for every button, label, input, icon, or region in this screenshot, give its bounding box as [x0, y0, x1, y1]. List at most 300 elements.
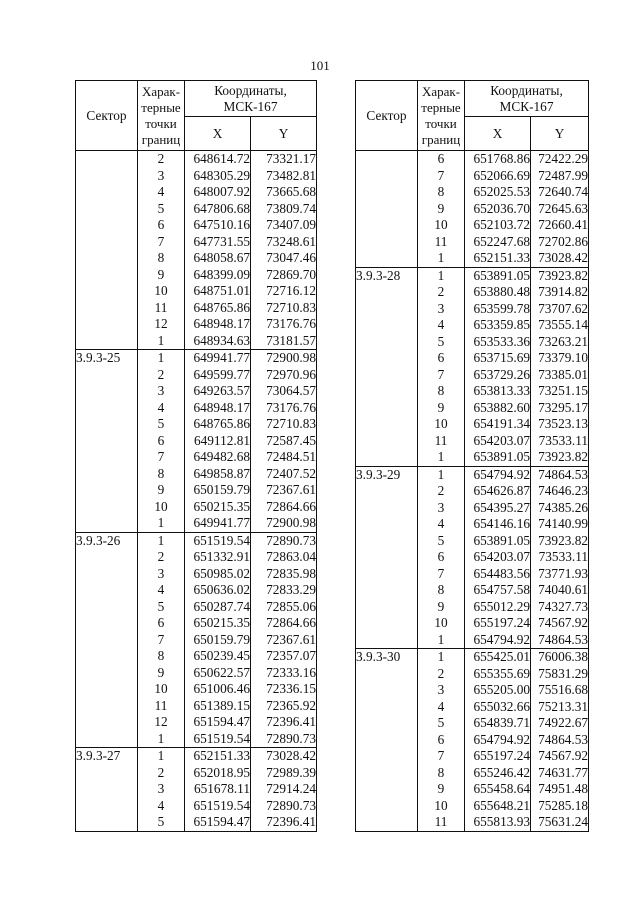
- point-number-cell: 2: [418, 666, 465, 683]
- point-number-cell: 12: [138, 316, 185, 333]
- y-coordinate-cell: 72587.45: [251, 433, 317, 450]
- table-row: [76, 300, 317, 317]
- y-coordinate-cell: 73248.61: [251, 234, 317, 251]
- sector-cell: 3.9.3-30: [356, 649, 418, 666]
- y-coordinate-cell: 72333.16: [251, 665, 317, 682]
- x-coordinate-cell: 650215.35: [185, 615, 251, 632]
- x-coordinate-cell: 654839.71: [465, 715, 531, 732]
- point-number-cell: 2: [418, 483, 465, 500]
- x-coordinate-cell: 650287.74: [185, 599, 251, 616]
- sector-cell: [76, 482, 138, 499]
- header-coordinates: [185, 81, 317, 117]
- y-coordinate-cell: 73064.57: [251, 383, 317, 400]
- point-number-cell: 4: [138, 582, 185, 599]
- x-coordinate-cell: 649263.57: [185, 383, 251, 400]
- x-coordinate-cell: 655032.66: [465, 699, 531, 716]
- y-coordinate-cell: 74140.99: [531, 516, 589, 533]
- y-coordinate-cell: 72396.41: [251, 714, 317, 731]
- table-row: [76, 582, 317, 599]
- point-number-cell: 1: [138, 515, 185, 532]
- point-number-cell: 2: [138, 765, 185, 782]
- x-coordinate-cell: 647510.16: [185, 217, 251, 234]
- point-number-cell: 6: [138, 217, 185, 234]
- point-number-cell: 12: [138, 714, 185, 731]
- table-row: [76, 350, 317, 367]
- sector-cell: [356, 699, 418, 716]
- table-row: [76, 168, 317, 185]
- x-coordinate-cell: 650985.02: [185, 566, 251, 583]
- x-coordinate-cell: 650159.79: [185, 632, 251, 649]
- point-number-cell: 1: [418, 250, 465, 267]
- y-coordinate-cell: 72422.29: [531, 151, 589, 168]
- point-number-cell: 3: [418, 301, 465, 318]
- sector-cell: [356, 284, 418, 301]
- y-coordinate-cell: 72645.63: [531, 201, 589, 218]
- y-coordinate-cell: 73482.81: [251, 168, 317, 185]
- table-row: [356, 367, 589, 384]
- sector-cell: [76, 582, 138, 599]
- x-coordinate-cell: 654146.16: [465, 516, 531, 533]
- table-row: [356, 217, 589, 234]
- table-row: [356, 814, 589, 831]
- point-number-cell: 4: [418, 317, 465, 334]
- y-coordinate-cell: 72660.41: [531, 217, 589, 234]
- sector-cell: [76, 201, 138, 218]
- sector-cell: [356, 168, 418, 185]
- x-coordinate-cell: 654757.58: [465, 582, 531, 599]
- point-number-cell: 6: [418, 549, 465, 566]
- table-row: [76, 482, 317, 499]
- table-row: [76, 532, 317, 549]
- table-row: [356, 400, 589, 417]
- x-coordinate-cell: 654395.27: [465, 500, 531, 517]
- y-coordinate-cell: 74864.53: [531, 466, 589, 483]
- table-row: [76, 250, 317, 267]
- point-number-cell: 7: [418, 748, 465, 765]
- coordinates-body-left: [76, 151, 317, 832]
- sector-cell: [76, 648, 138, 665]
- x-coordinate-cell: 654794.92: [465, 732, 531, 749]
- table-row: [76, 499, 317, 516]
- table-row: [356, 416, 589, 433]
- table-row: [76, 748, 317, 765]
- coordinates-table-right: [355, 80, 589, 832]
- x-coordinate-cell: 648751.01: [185, 283, 251, 300]
- point-number-cell: 5: [138, 416, 185, 433]
- y-coordinate-cell: 72900.98: [251, 350, 317, 367]
- table-row: [356, 765, 589, 782]
- y-coordinate-cell: 75285.18: [531, 798, 589, 815]
- point-number-cell: 1: [138, 333, 185, 350]
- table-row: [356, 433, 589, 450]
- table-row: [76, 714, 317, 731]
- y-coordinate-cell: 75516.68: [531, 682, 589, 699]
- header-points-line2: терные: [141, 99, 181, 115]
- x-coordinate-cell: 648934.63: [185, 333, 251, 350]
- sector-cell: [76, 416, 138, 433]
- sector-cell: [356, 748, 418, 765]
- sector-cell: [356, 317, 418, 334]
- x-coordinate-cell: 651594.47: [185, 714, 251, 731]
- header-points-line1: Харак-: [421, 83, 461, 99]
- point-number-cell: 2: [418, 284, 465, 301]
- point-number-cell: 11: [418, 814, 465, 831]
- point-number-cell: 9: [138, 267, 185, 284]
- header-x: X: [185, 117, 251, 151]
- header-coords-line2: МСК-167: [499, 98, 554, 114]
- point-number-cell: 7: [418, 566, 465, 583]
- table-row: [356, 732, 589, 749]
- table-row: [356, 383, 589, 400]
- header-y: Y: [251, 117, 317, 151]
- y-coordinate-cell: 72890.73: [251, 798, 317, 815]
- table-row: [76, 781, 317, 798]
- point-number-cell: 9: [418, 201, 465, 218]
- point-number-cell: 10: [418, 217, 465, 234]
- point-number-cell: 2: [138, 549, 185, 566]
- y-coordinate-cell: 72407.52: [251, 466, 317, 483]
- table-row: [76, 615, 317, 632]
- point-number-cell: 4: [138, 400, 185, 417]
- point-number-cell: 1: [418, 649, 465, 666]
- table-row: [76, 416, 317, 433]
- x-coordinate-cell: 653813.33: [465, 383, 531, 400]
- point-number-cell: 3: [138, 566, 185, 583]
- table-row: [356, 483, 589, 500]
- table-row: [356, 284, 589, 301]
- x-coordinate-cell: 651519.54: [185, 798, 251, 815]
- sector-cell: [76, 184, 138, 201]
- sector-cell: [356, 732, 418, 749]
- table-row: [356, 350, 589, 367]
- header-points-line3: точки: [145, 115, 177, 131]
- y-coordinate-cell: 72890.73: [251, 731, 317, 748]
- sector-cell: [356, 582, 418, 599]
- table-row: [76, 217, 317, 234]
- point-number-cell: 9: [138, 665, 185, 682]
- y-coordinate-cell: 73555.14: [531, 317, 589, 334]
- sector-cell: 3.9.3-26: [76, 532, 138, 549]
- y-coordinate-cell: 73923.82: [531, 533, 589, 550]
- table-row: [76, 400, 317, 417]
- x-coordinate-cell: 653880.48: [465, 284, 531, 301]
- point-number-cell: 8: [138, 648, 185, 665]
- page-number: 101: [310, 58, 330, 73]
- x-coordinate-cell: 651332.91: [185, 549, 251, 566]
- table-row: [356, 748, 589, 765]
- sector-cell: 3.9.3-27: [76, 748, 138, 765]
- table-row: [76, 648, 317, 665]
- x-coordinate-cell: 650239.45: [185, 648, 251, 665]
- x-coordinate-cell: 655813.93: [465, 814, 531, 831]
- sector-cell: [76, 798, 138, 815]
- sector-cell: [356, 184, 418, 201]
- header-coordinates: [465, 81, 589, 117]
- sector-cell: 3.9.3-25: [76, 350, 138, 367]
- table-row: [76, 798, 317, 815]
- y-coordinate-cell: 73028.42: [251, 748, 317, 765]
- point-number-cell: 1: [138, 532, 185, 549]
- point-number-cell: 4: [418, 699, 465, 716]
- y-coordinate-cell: 72833.29: [251, 582, 317, 599]
- point-number-cell: 4: [138, 798, 185, 815]
- y-coordinate-cell: 73533.11: [531, 549, 589, 566]
- y-coordinate-cell: 76006.38: [531, 649, 589, 666]
- x-coordinate-cell: 651519.54: [185, 532, 251, 549]
- point-number-cell: 8: [418, 765, 465, 782]
- table-row: [356, 168, 589, 185]
- sector-cell: [356, 814, 418, 831]
- point-number-cell: 10: [418, 798, 465, 815]
- sector-cell: [76, 367, 138, 384]
- sector-cell: [356, 599, 418, 616]
- x-coordinate-cell: 654203.07: [465, 549, 531, 566]
- sector-cell: [356, 301, 418, 318]
- y-coordinate-cell: 72710.83: [251, 416, 317, 433]
- point-number-cell: 3: [418, 682, 465, 699]
- table-row: [356, 500, 589, 517]
- y-coordinate-cell: 72864.66: [251, 499, 317, 516]
- x-coordinate-cell: 652247.68: [465, 234, 531, 251]
- table-row: [356, 798, 589, 815]
- table-row: [76, 566, 317, 583]
- y-coordinate-cell: 72336.15: [251, 681, 317, 698]
- table-row: [76, 234, 317, 251]
- header-x: X: [465, 117, 531, 151]
- sector-cell: [76, 234, 138, 251]
- table-row: [356, 582, 589, 599]
- x-coordinate-cell: 652018.95: [185, 765, 251, 782]
- point-number-cell: 6: [418, 350, 465, 367]
- header-coords-line1: Координаты,: [214, 82, 287, 98]
- table-row: [76, 367, 317, 384]
- point-number-cell: 3: [138, 168, 185, 185]
- table-row: [356, 317, 589, 334]
- table-row: [76, 698, 317, 715]
- point-number-cell: 4: [418, 516, 465, 533]
- table-row: [356, 632, 589, 649]
- y-coordinate-cell: 73533.11: [531, 433, 589, 450]
- y-coordinate-cell: 72640.74: [531, 184, 589, 201]
- x-coordinate-cell: 648058.67: [185, 250, 251, 267]
- header-characteristic-points: [138, 81, 185, 151]
- header-points-line4: границ: [421, 131, 461, 147]
- point-number-cell: 6: [418, 732, 465, 749]
- table-row: [356, 615, 589, 632]
- point-number-cell: 1: [138, 731, 185, 748]
- y-coordinate-cell: 75831.29: [531, 666, 589, 683]
- table-row: [76, 383, 317, 400]
- x-coordinate-cell: 651594.47: [185, 814, 251, 831]
- y-coordinate-cell: 74864.53: [531, 632, 589, 649]
- header-sector: Сектор: [76, 81, 138, 151]
- y-coordinate-cell: 72863.04: [251, 549, 317, 566]
- x-coordinate-cell: 652066.69: [465, 168, 531, 185]
- table-row: [76, 449, 317, 466]
- y-coordinate-cell: 73251.15: [531, 383, 589, 400]
- x-coordinate-cell: 653533.36: [465, 334, 531, 351]
- x-coordinate-cell: 648948.17: [185, 400, 251, 417]
- table-row: [356, 184, 589, 201]
- sector-cell: [76, 217, 138, 234]
- table-row: [76, 681, 317, 698]
- sector-cell: [76, 599, 138, 616]
- sector-cell: [76, 316, 138, 333]
- point-number-cell: 1: [138, 350, 185, 367]
- x-coordinate-cell: 654794.92: [465, 632, 531, 649]
- x-coordinate-cell: 653729.26: [465, 367, 531, 384]
- x-coordinate-cell: 655425.01: [465, 649, 531, 666]
- x-coordinate-cell: 648765.86: [185, 300, 251, 317]
- point-number-cell: 8: [138, 250, 185, 267]
- point-number-cell: 9: [418, 599, 465, 616]
- x-coordinate-cell: 654626.87: [465, 483, 531, 500]
- point-number-cell: 11: [138, 698, 185, 715]
- table-row: [356, 682, 589, 699]
- table-row: [356, 234, 589, 251]
- table-row: [76, 549, 317, 566]
- sector-cell: [356, 765, 418, 782]
- point-number-cell: 3: [418, 500, 465, 517]
- y-coordinate-cell: 74567.92: [531, 615, 589, 632]
- header-coords-line2: МСК-167: [223, 98, 278, 114]
- point-number-cell: 2: [138, 151, 185, 168]
- x-coordinate-cell: 647731.55: [185, 234, 251, 251]
- point-number-cell: 7: [418, 367, 465, 384]
- sector-cell: [356, 383, 418, 400]
- y-coordinate-cell: 73923.82: [531, 267, 589, 284]
- x-coordinate-cell: 648765.86: [185, 416, 251, 433]
- sector-cell: [356, 632, 418, 649]
- header-points-line4: границ: [141, 131, 181, 147]
- sector-cell: [356, 250, 418, 267]
- point-number-cell: 10: [138, 499, 185, 516]
- y-coordinate-cell: 72869.70: [251, 267, 317, 284]
- point-number-cell: 9: [418, 400, 465, 417]
- table-row: [356, 715, 589, 732]
- table-row: [356, 566, 589, 583]
- sector-cell: [356, 201, 418, 218]
- y-coordinate-cell: 74385.26: [531, 500, 589, 517]
- x-coordinate-cell: 651519.54: [185, 731, 251, 748]
- sector-cell: [356, 433, 418, 450]
- point-number-cell: 1: [418, 466, 465, 483]
- table-row: [356, 533, 589, 550]
- table-row: [356, 516, 589, 533]
- y-coordinate-cell: 72864.66: [251, 615, 317, 632]
- table-row: [76, 665, 317, 682]
- y-coordinate-cell: 73379.10: [531, 350, 589, 367]
- point-number-cell: 10: [418, 416, 465, 433]
- x-coordinate-cell: 649599.77: [185, 367, 251, 384]
- x-coordinate-cell: 655205.00: [465, 682, 531, 699]
- coordinates-table-left: [75, 80, 317, 832]
- x-coordinate-cell: 654483.56: [465, 566, 531, 583]
- point-number-cell: 1: [418, 632, 465, 649]
- y-coordinate-cell: 73263.21: [531, 334, 589, 351]
- sector-cell: [356, 449, 418, 466]
- point-number-cell: 5: [138, 201, 185, 218]
- sector-cell: [356, 566, 418, 583]
- sector-cell: [76, 267, 138, 284]
- x-coordinate-cell: 653891.05: [465, 267, 531, 284]
- x-coordinate-cell: 649112.81: [185, 433, 251, 450]
- table-row: [76, 731, 317, 748]
- y-coordinate-cell: 74951.48: [531, 781, 589, 798]
- header-sector: Сектор: [356, 81, 418, 151]
- x-coordinate-cell: 648948.17: [185, 316, 251, 333]
- y-coordinate-cell: 72914.24: [251, 781, 317, 798]
- point-number-cell: 1: [138, 748, 185, 765]
- table-row: [356, 250, 589, 267]
- x-coordinate-cell: 650636.02: [185, 582, 251, 599]
- x-coordinate-cell: 652025.53: [465, 184, 531, 201]
- x-coordinate-cell: 651678.11: [185, 781, 251, 798]
- table-row: [76, 333, 317, 350]
- x-coordinate-cell: 649941.77: [185, 350, 251, 367]
- point-number-cell: 8: [138, 466, 185, 483]
- x-coordinate-cell: 652036.70: [465, 201, 531, 218]
- x-coordinate-cell: 653359.85: [465, 317, 531, 334]
- table-row: [356, 267, 589, 284]
- sector-cell: [356, 334, 418, 351]
- table-row: [76, 433, 317, 450]
- point-number-cell: 1: [418, 267, 465, 284]
- x-coordinate-cell: 651006.46: [185, 681, 251, 698]
- table-row: [76, 515, 317, 532]
- y-coordinate-cell: 73523.13: [531, 416, 589, 433]
- table-row: [76, 151, 317, 168]
- sector-cell: [76, 499, 138, 516]
- sector-cell: [356, 217, 418, 234]
- x-coordinate-cell: 649482.68: [185, 449, 251, 466]
- sector-cell: [76, 665, 138, 682]
- y-coordinate-cell: 73321.17: [251, 151, 317, 168]
- y-coordinate-cell: 73181.57: [251, 333, 317, 350]
- sector-cell: [356, 682, 418, 699]
- y-coordinate-cell: 72484.51: [251, 449, 317, 466]
- sector-cell: [76, 681, 138, 698]
- x-coordinate-cell: 652151.33: [465, 250, 531, 267]
- table-row: [356, 699, 589, 716]
- point-number-cell: 8: [418, 383, 465, 400]
- point-number-cell: 7: [138, 632, 185, 649]
- x-coordinate-cell: 653891.05: [465, 449, 531, 466]
- sector-cell: [76, 515, 138, 532]
- y-coordinate-cell: 75213.31: [531, 699, 589, 716]
- table-row: [76, 632, 317, 649]
- x-coordinate-cell: 648305.29: [185, 168, 251, 185]
- sector-cell: [356, 367, 418, 384]
- x-coordinate-cell: 648007.92: [185, 184, 251, 201]
- sector-cell: [76, 615, 138, 632]
- table-row: [356, 334, 589, 351]
- y-coordinate-cell: 72855.06: [251, 599, 317, 616]
- header-coords-line1: Координаты,: [490, 82, 563, 98]
- y-coordinate-cell: 72702.86: [531, 234, 589, 251]
- header-points-line1: Харак-: [141, 83, 181, 99]
- y-coordinate-cell: 72989.39: [251, 765, 317, 782]
- header-points-line2: терные: [421, 99, 461, 115]
- sector-cell: [356, 500, 418, 517]
- sector-cell: [76, 698, 138, 715]
- table-row: [356, 649, 589, 666]
- point-number-cell: 4: [138, 184, 185, 201]
- x-coordinate-cell: 653599.78: [465, 301, 531, 318]
- point-number-cell: 10: [418, 615, 465, 632]
- sector-cell: [356, 151, 418, 168]
- sector-cell: 3.9.3-29: [356, 466, 418, 483]
